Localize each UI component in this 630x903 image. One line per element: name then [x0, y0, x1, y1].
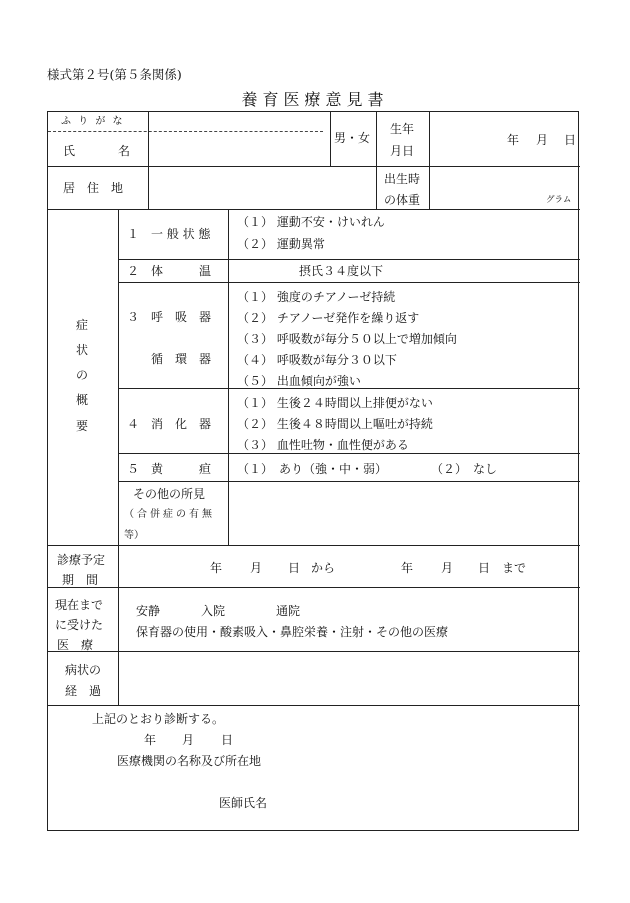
digestive-item-2: （２） 生後４８時間以上嘔吐が持続 — [237, 417, 433, 431]
other-findings-label-2: （合併症の有無 — [124, 509, 215, 520]
birth-label-1: 生年 — [390, 122, 415, 136]
weight-unit: グラム — [546, 195, 572, 205]
page-title: 養育医療意見書 — [241, 90, 389, 109]
birth-day-unit: 日 — [564, 133, 577, 147]
treatment-option-inpatient: 入院 — [201, 604, 226, 618]
digestive-item-1: （１） 生後２４時間以上排便がない — [237, 396, 433, 410]
cert-day-unit: 日 — [221, 733, 234, 747]
row-divider-general — [118, 259, 580, 260]
symptoms-label-char-2: 状 — [76, 343, 89, 357]
treatment-option-outpatient: 通院 — [276, 604, 301, 618]
symptoms-label-char-5: 要 — [76, 419, 89, 433]
row-divider-period — [48, 587, 580, 588]
progress-label-2: 経 過 — [65, 684, 102, 698]
treatment-option-rest: 安静 — [136, 604, 161, 618]
period-from-month: 月 — [250, 561, 263, 575]
jaundice-option-yes: （１） あり（強・中・弱） — [237, 462, 388, 476]
row-divider-respiratory — [118, 388, 580, 389]
prior-treatment-label-1: 現在まで — [55, 598, 104, 612]
treatment-period-label-1: 診療予定 — [57, 553, 106, 567]
birth-weight-label-1: 出生時 — [384, 172, 421, 186]
progress-label-1: 病状の — [65, 663, 102, 677]
other-findings-label-1: その他の所見 — [133, 487, 206, 501]
jaundice-label: ５ 黄 疸 — [127, 462, 212, 476]
col-divider-sex — [330, 112, 331, 166]
furigana-label: ふ り が な — [61, 116, 125, 127]
address-label: 居 住 地 — [63, 181, 124, 195]
birth-year-unit: 年 — [507, 133, 520, 147]
treatment-options-other: 保育器の使用・酸素吸入・鼻腔栄養・注射・その他の医療 — [136, 625, 449, 639]
birth-label-2: 月日 — [390, 144, 415, 158]
col-divider-birth — [376, 112, 377, 209]
symptoms-label-char-1: 症 — [76, 318, 89, 332]
form-number: 様式第２号(第５条関係) — [47, 67, 182, 82]
prior-treatment-label-2: に受けた — [55, 618, 104, 632]
birth-weight-label-2: の体重 — [384, 193, 421, 207]
form-table — [47, 111, 579, 831]
jaundice-option-no: （２） なし — [431, 462, 498, 476]
digestive-label: ４ 消 化 器 — [127, 417, 212, 431]
general-condition-label: １ 一 般 状 態 — [127, 227, 211, 241]
furigana-divider — [48, 131, 323, 132]
respiratory-item-4: （４） 呼吸数が毎分３０以下 — [237, 353, 397, 367]
doctor-name-label: 医師氏名 — [219, 796, 268, 810]
col-divider-symptoms — [118, 209, 119, 705]
prior-treatment-label-3: 医 療 — [57, 638, 94, 652]
respiratory-item-1: （１） 強度のチアノーゼ持続 — [237, 290, 396, 304]
symptoms-label-char-3: の — [76, 368, 89, 382]
respiratory-label: ３ 呼 吸 器 — [127, 310, 212, 324]
general-item-2: （２） 運動異常 — [237, 237, 325, 251]
row-divider-address — [48, 209, 580, 210]
col-divider-label — [148, 112, 149, 209]
period-from-day: 日 — [288, 561, 301, 575]
row-divider-symptoms — [48, 545, 580, 546]
row-divider-temperature — [118, 282, 580, 283]
institution-label: 医療機関の名称及び所在地 — [117, 754, 262, 768]
col-divider-birth-value — [429, 112, 430, 209]
cert-month-unit: 月 — [182, 733, 195, 747]
name-label-1: 氏 — [63, 144, 76, 158]
row-divider-progress — [48, 705, 580, 706]
period-to-year: 年 — [401, 561, 414, 575]
temperature-label: ２ 体 温 — [127, 264, 212, 278]
row-divider-digestive — [118, 453, 580, 454]
cert-year-unit: 年 — [144, 733, 157, 747]
respiratory-item-5: （５） 出血傾向が強い — [237, 374, 361, 388]
row-divider-jaundice — [118, 481, 580, 482]
period-to-word: まで — [502, 561, 527, 575]
treatment-period-label-2: 期 間 — [62, 573, 99, 587]
general-item-1: （１） 運動不安・けいれん — [237, 215, 385, 229]
period-to-month: 月 — [441, 561, 454, 575]
digestive-item-3: （３） 血性吐物・血性便がある — [237, 438, 409, 452]
respiratory-item-3: （３） 呼吸数が毎分５０以上で増加傾向 — [237, 332, 457, 346]
diagnosis-statement: 上記のとおり診断する。 — [92, 712, 225, 726]
temperature-value: 摂氏３４度以下 — [299, 264, 384, 278]
symptoms-label-char-4: 概 — [76, 393, 89, 407]
other-findings-label-3: 等） — [124, 530, 144, 541]
row-divider-name — [48, 166, 580, 167]
respiratory-item-2: （２） チアノーゼ発作を繰り返す — [237, 311, 420, 325]
row-divider-treatment — [48, 651, 580, 652]
name-label-2: 名 — [118, 144, 131, 158]
birth-month-unit: 月 — [536, 133, 549, 147]
period-from-year: 年 — [210, 561, 223, 575]
col-divider-symptom-items — [228, 209, 229, 545]
period-from-word: から — [311, 561, 336, 575]
period-to-day: 日 — [478, 561, 491, 575]
sex-label: 男・女 — [334, 131, 371, 145]
circulatory-label: 循 環 器 — [151, 352, 212, 366]
